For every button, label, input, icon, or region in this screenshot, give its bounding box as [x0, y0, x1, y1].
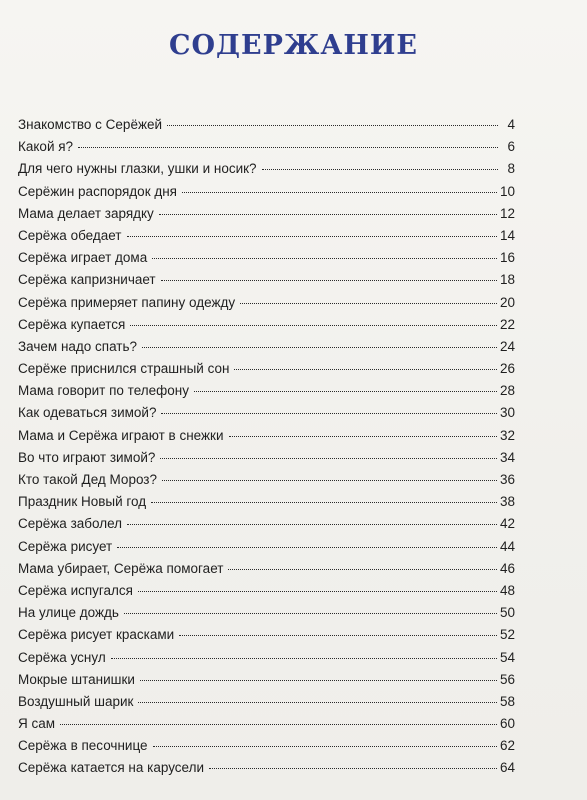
toc-entry-title: Зачем надо спать?	[18, 338, 138, 354]
toc-leader-dots	[78, 147, 498, 148]
toc-leader-dots	[262, 169, 498, 170]
toc-entry[interactable]	[18, 136, 515, 158]
toc-leader-dots	[140, 680, 497, 681]
toc-entry-page-number: 4	[507, 117, 515, 132]
toc-entry-title: Как одеваться зимой?	[18, 405, 157, 421]
toc-leader-dots	[182, 192, 497, 193]
toc-entry[interactable]	[18, 558, 515, 580]
page-title: СОДЕРЖАНИЕ	[169, 30, 418, 61]
toc-leader-dots	[127, 236, 497, 237]
toc-entry-title: Серёжа уснул	[18, 649, 106, 665]
toc-entry[interactable]	[18, 380, 515, 402]
toc-entry-page-number: 60	[499, 716, 515, 732]
toc-entry-title: Мама говорит по телефону	[18, 383, 189, 399]
toc-entry-title: Я сам	[18, 716, 56, 732]
toc-entry-page-number: 34	[499, 449, 515, 465]
toc-entry-title: На улице дождь	[18, 605, 119, 621]
toc-leader-dots	[124, 613, 497, 614]
toc-leader-dots	[167, 125, 498, 126]
toc-leader-dots	[151, 502, 497, 503]
toc-entry-title: Мама убирает, Серёжа помогает	[18, 560, 224, 576]
toc-leader-dots	[60, 724, 497, 725]
toc-leader-dots	[194, 391, 497, 392]
toc-entry-title: Серёжа заболел	[18, 516, 123, 532]
toc-leader-dots	[161, 280, 497, 281]
toc-leader-dots	[160, 458, 497, 459]
toc-entry-page-number: 56	[499, 671, 515, 687]
toc-entry-title: Мама делает зарядку	[18, 205, 154, 221]
toc-entry-page-number: 36	[499, 472, 515, 487]
toc-leader-dots	[153, 746, 497, 747]
toc-entry-title: Серёжа примеряет папину одежду	[18, 294, 236, 310]
toc-entry-title: Воздушный шарик	[18, 693, 134, 709]
toc-entry-page-number: 64	[499, 760, 515, 776]
toc-entry-title: Серёжа рисует красками	[18, 627, 175, 643]
toc-entry[interactable]	[18, 713, 515, 735]
toc-leader-dots	[161, 413, 497, 414]
toc-entry-title: Серёжин распорядок дня	[18, 183, 177, 199]
toc-entry-title: Мама и Серёжа играют в снежки	[18, 427, 224, 443]
toc-entry-title: Мокрые штанишки	[18, 671, 135, 687]
toc-entry-title: Серёжа обедает	[18, 227, 122, 243]
toc-entry-page-number: 20	[499, 294, 515, 310]
toc-leader-dots	[142, 347, 497, 348]
toc-entry-page-number: 16	[499, 250, 515, 266]
toc-entry-title: Серёжа играет дома	[18, 250, 148, 266]
toc-leader-dots	[130, 325, 497, 326]
toc-entry[interactable]	[18, 669, 515, 691]
toc-entry[interactable]	[18, 158, 515, 180]
toc-entry-page-number: 44	[499, 538, 515, 554]
toc-entry-title: Во что играют зимой?	[18, 449, 156, 465]
toc-entry[interactable]	[18, 580, 515, 602]
toc-entry-title: Кто такой Дед Мороз?	[18, 472, 158, 487]
toc-entry-page-number: 30	[499, 405, 515, 421]
toc-entry-page-number: 48	[499, 582, 515, 598]
toc-leader-dots	[138, 591, 497, 592]
toc-entry-page-number: 8	[507, 161, 515, 177]
toc-entry[interactable]	[18, 602, 515, 624]
toc-entry-title: Серёжа в песочнице	[18, 738, 148, 754]
toc-leader-dots	[111, 658, 497, 659]
toc-leader-dots	[152, 258, 497, 259]
toc-leader-dots	[162, 480, 497, 481]
toc-entry[interactable]	[18, 735, 515, 757]
toc-entry-page-number: 18	[499, 272, 515, 288]
toc-entry-page-number: 50	[499, 605, 515, 621]
toc-entry-title: Серёжа катается на карусели	[18, 760, 205, 776]
toc-entry-title: Какой я?	[18, 139, 74, 155]
toc-leader-dots	[234, 369, 497, 370]
toc-entry-page-number: 62	[499, 738, 515, 754]
toc-leader-dots	[159, 214, 497, 215]
toc-entry[interactable]	[18, 203, 515, 225]
toc-entry[interactable]	[18, 114, 515, 136]
toc-entry-page-number: 52	[499, 627, 515, 643]
toc-leader-dots	[240, 303, 497, 304]
toc-leader-dots	[138, 702, 497, 703]
toc-entry-title: Серёжа купается	[18, 316, 126, 332]
toc-entry-page-number: 14	[499, 227, 515, 243]
toc-entry-page-number: 58	[499, 693, 515, 709]
toc-entry-page-number: 46	[499, 560, 515, 576]
toc-entry-title: Серёже приснился страшный сон	[18, 361, 230, 377]
toc-entry-page-number: 10	[499, 183, 515, 199]
toc-entry-page-number: 22	[499, 316, 515, 332]
toc-entry[interactable]	[18, 358, 515, 380]
toc-entry[interactable]	[18, 225, 515, 247]
toc-entry[interactable]	[18, 269, 515, 291]
toc-entry-page-number: 12	[499, 205, 515, 221]
toc-entry[interactable]	[18, 536, 515, 558]
toc-leader-dots	[228, 569, 497, 570]
toc-entry[interactable]	[18, 292, 515, 314]
toc-entry[interactable]	[18, 336, 515, 358]
table-of-contents	[18, 114, 515, 780]
toc-entry[interactable]	[18, 314, 515, 336]
toc-entry-page-number: 6	[507, 139, 515, 155]
toc-entry-page-number: 38	[499, 494, 515, 510]
toc-entry[interactable]	[18, 647, 515, 669]
toc-entry[interactable]	[18, 624, 515, 646]
toc-entry-title: Для чего нужны глазки, ушки и носик?	[18, 161, 257, 177]
toc-entry-page-number: 32	[499, 427, 515, 443]
toc-entry-page-number: 26	[499, 361, 515, 377]
toc-leader-dots	[179, 635, 497, 636]
toc-entry-title: Серёжа капризничает	[18, 272, 156, 288]
toc-leader-dots	[117, 547, 497, 548]
toc-entry[interactable]	[18, 181, 515, 203]
toc-entry[interactable]	[18, 491, 515, 513]
toc-entry[interactable]	[18, 447, 515, 469]
toc-entry[interactable]	[18, 757, 515, 779]
toc-entry-page-number: 54	[499, 649, 515, 665]
toc-entry[interactable]	[18, 513, 515, 535]
toc-entry[interactable]	[18, 469, 515, 491]
toc-entry[interactable]	[18, 402, 515, 424]
toc-leader-dots	[127, 524, 497, 525]
toc-entry-title: Серёжа испугался	[18, 582, 133, 598]
toc-entry-title: Серёжа рисует	[18, 538, 113, 554]
toc-leader-dots	[229, 436, 497, 437]
toc-entry[interactable]	[18, 247, 515, 269]
toc-entry-page-number: 28	[499, 383, 515, 399]
toc-entry-page-number: 42	[499, 516, 515, 532]
toc-entry[interactable]	[18, 425, 515, 447]
toc-entry-page-number: 24	[499, 338, 515, 354]
toc-entry-title: Знакомство с Серёжей	[18, 117, 163, 132]
toc-entry-title: Праздник Новый год	[18, 494, 147, 510]
toc-entry[interactable]	[18, 691, 515, 713]
toc-leader-dots	[209, 768, 497, 769]
